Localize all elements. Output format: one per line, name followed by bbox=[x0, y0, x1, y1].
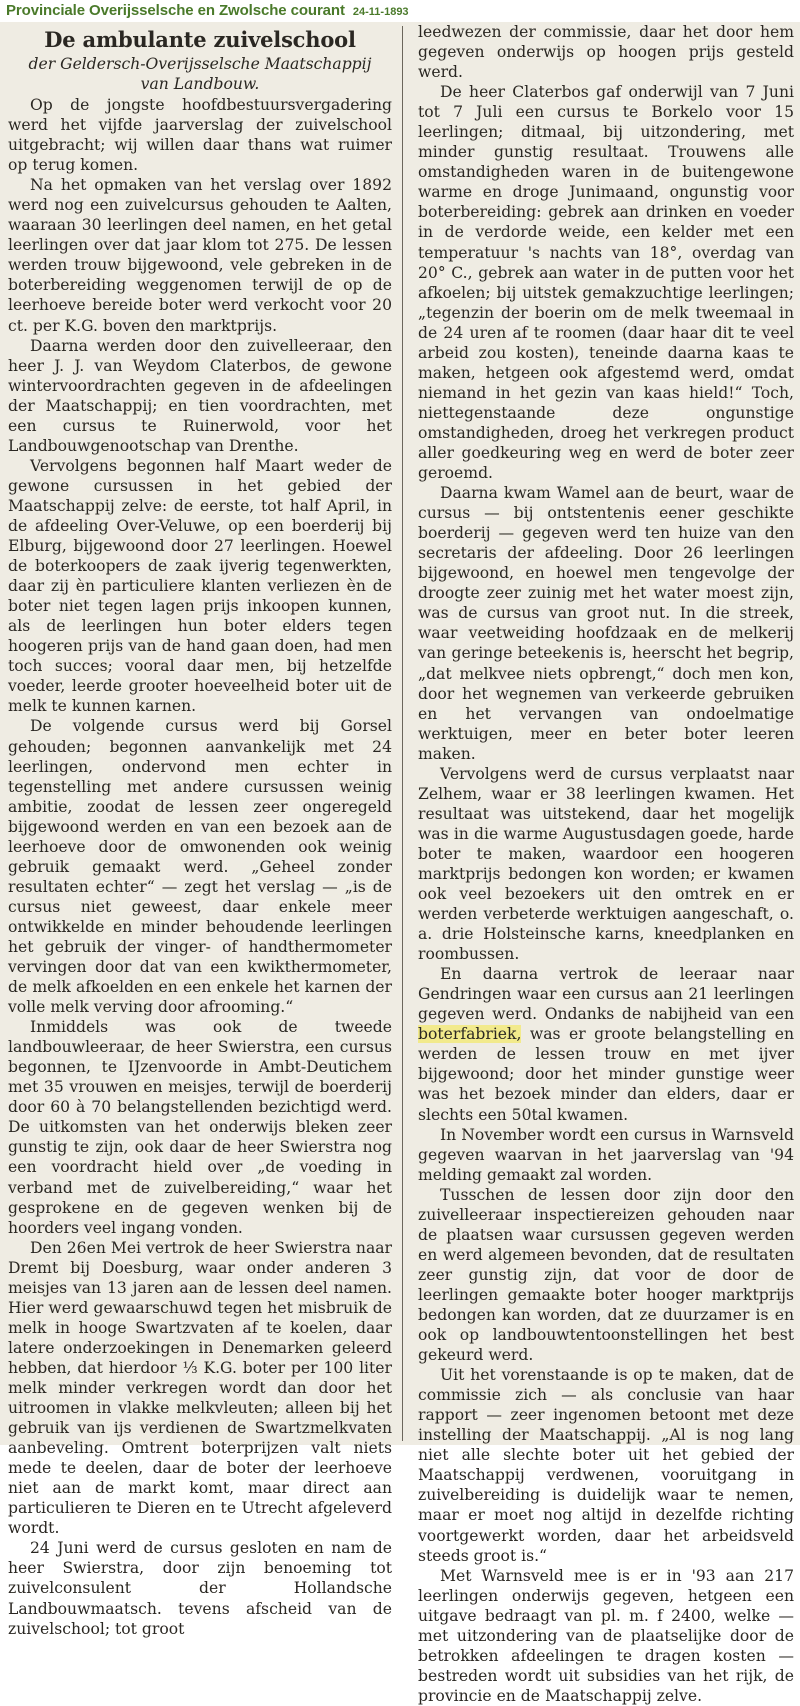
paragraph: 24 Juni werd de cursus gesloten en nam de heer Swierstra, door zijn benoeming tot zuivelconsulent der Hollandsche Landbouwmaatsch. tevens afscheid van de zuivelschool; tot groot bbox=[8, 1539, 392, 1638]
newspaper-clipping bbox=[0, 22, 800, 1705]
paragraph: Inmiddels was ook de tweede landbouwleeraar, de heer Swierstra, een cursus begonnen, te IJzenvoorde in Ambt-Deutichem met 35 vrouwen en meisjes, terwijl de boerderij door 60 à 70 belangstellenden bezichtigd werd. De uitkomsten van het onderwijs bleken zeer gunstig te zijn, ook daar de heer Swierstra nog een voordracht hield over „de voeding in verband met de zuivelbereiding,“ waar het gesprokene en de gegeven wenken bij de hoorders veel ingang vonden. bbox=[8, 1018, 392, 1237]
page-header bbox=[0, 0, 800, 22]
paragraph: Daarna kwam Wamel aan de beurt, waar de cursus — bij ontstentenis eener geschikte boerderij — gegeven werd ten huize van den secretaris der afdeeling. Door 26 leerlingen bijgewoond, en hoewel men tengevolge der droogte zeer zuinig met het water moest zijn, was de cursus van groot nut. In die streek, waar veetweiding hoofdzaak en de melkerij van geringe beteekenis is, heerscht het begrip, „dat melkvee niets opbrengt,“ doch men kon, door het wegnemen van verkeerde gebruiken en het vervangen van ondoelmatige werktuigen, meer en beter boter leeren maken. bbox=[418, 484, 794, 763]
paragraph: Op de jongste hoofdbestuursvergadering werd het vijfde jaarverslag der zuivelschool uitgebracht; wij willen daar thans wat ruimer op terug komen. bbox=[8, 96, 392, 175]
right-column bbox=[410, 22, 798, 1705]
paragraph bbox=[418, 964, 794, 1124]
paragraph-continuation: leedwezen der commissie, daar het door hem gegeven onderwijs op hoogen prijs gesteld werd. bbox=[418, 23, 794, 82]
newspaper-name: Provinciale Overijsselsche en Zwolsche courant bbox=[6, 2, 345, 19]
paragraph: Den 26en Mei vertrok de heer Swierstra naar Dremt bij Doesburg, waar onder anderen 3 meisjes van 13 jaren aan de lessen deel namen. Hier werd gewaarschuwd tegen het misbruik de melk in hooge Swartzvaten af te koelen, daar latere onderzoekingen in Denemarken geleerd hebben, dat hierdoor ⅓ K.G. boter per 100 liter melk minder verkregen wordt dan door het uitroomen in vlakke melkvleuten; alleen bij het gebruik van ijs verdienen de Swartzmelkvaten aanbeveling. Omtrent boterprijzen valt niets mede te deelen, daar de boter der leerhoeve niet aan de markt komt, maar direct aan particulieren te Dieren en te Utrecht afgeleverd wordt. bbox=[8, 1238, 392, 1538]
highlighted-term: boterfabriek, bbox=[418, 1025, 522, 1044]
paragraph: Tusschen de lessen door zijn door den zuivelleeraar inspectiereizen gehouden naar de plaatsen waar cursussen gegeven werden en werd algemeen bevonden, dat de resultaten zeer gunstig zijn, dat voor de door de leerlingen gemaakte boter hooger marktprijs bedongen kan worden, dat ze duurzamer is en ook op landbouwtentoonstellingen het best gekeurd werd. bbox=[418, 1185, 794, 1365]
paragraph: Vervolgens begonnen half Maart weder de gewone cursussen in het gebied der Maatschappij zelve: de eerste, tot half April, in de afdeeling Over-Veluwe, op een boerderij bij Elburg, bijgewoond door 27 leerlingen. Hoewel de boterkoopers de zaak ijverig tegenwerkten, daar zij èn particuliere klanten verliezen èn de boter niet tegen lagen prijs inkoopen kunnen, als de leerlingen hun boter elders tegen hoogeren prijs van de hand gaan doen, had men toch succes; vooral daar men, bij hetzelfde voeder, leerde grooter hoeveelheid boter uit de melk te kunnen karnen. bbox=[8, 456, 392, 716]
paragraph: Daarna werden door den zuivelleeraar, den heer J. J. van Weydom Claterbos, de gewone wintervoordrachten gegeven in de afdeelingen der Maatschappij; en tien voordrachten, met een cursus te Ruinerwold, voor het Landbouwgenootschap van Drenthe. bbox=[8, 336, 392, 455]
paragraph: Met Warnsveld mee is er in '93 aan 217 leerlingen onderwijs gegeven, hetgeen een uitgave bedraagt van pl. m. f 2400, welke — met uitzondering van de plaatselijke door de betrokken afdeelingen te dragen kosten — bestreden wordt uit subsidies van het rijk, de provincie en de Maatschappij zelve. bbox=[418, 1566, 794, 1705]
paragraph: Na het opmaken van het verslag over 1892 werd nog een zuivelcursus gehouden te Aalten, waaraan 30 leerlingen deel namen, en het getal leerlingen over dat jaar klom tot 275. De lessen werden trouw bijgewoond, vele gebreken in de boterbereiding weggenomen terwijl de op de leerhoeve bereide boter werd verkocht voor 20 ct. per K.G. boven den marktprijs. bbox=[8, 176, 392, 335]
article-title: De ambulante zuivelschool bbox=[44, 27, 356, 52]
article-subtitle: der Geldersch-Overijsselsche Maatschappij van Landbouw. bbox=[28, 55, 372, 93]
paragraph: In November wordt een cursus in Warnsveld gegeven waarvan in het jaarverslag van '94 melding gemaakt zal worden. bbox=[418, 1125, 794, 1184]
paragraph: Vervolgens werd de cursus verplaatst naar Zelhem, waar er 38 leerlingen kwamen. Het resultaat was uitstekend, daar het mogelijk was in die warme Augustusdagen goede, harde boter te maken, waardoor een hoogeren marktprijs bedongen kon worden; er kwamen ook veel bezoekers uit den omtrek en er werden verbeterde werktuigen aangeschaft, o. a. drie Holsteinsche karns, kneedplanken en roombussen. bbox=[418, 764, 794, 964]
paragraph-text: En daarna vertrok de leeraar naar Gendringen waar een cursus aan 21 leerlingen gegeven werd. Ondanks de nabijheid van een bbox=[418, 965, 794, 1024]
paragraph: De heer Claterbos gaf onderwijl van 7 Juni tot 7 Juli een cursus te Borkelo voor 15 leerlingen; ditmaal, bij uitzondering, met minder gunstig resultaat. Trouwens alle omstandigheden waren in de buitengewone warme en droge Junimaand, ongunstig voor boterbereiding: gebrek aan drinken en voeder in de verdorde weide, een kelder met een temperatuur 's nachts van 18°, overdag van 20° C., gebrek aan water in de putten voor het afkoelen; bij uitstek gemakzuchtige leerlingen; „tegenzin der boerin om de melk tweemaal in de 24 uren af te roomen (daar haar dit te veel arbeid zou kosten), teneinde daarna kaas te maken, hetgeen ook afgestemd werd, omdat niemand in het gezin van kaas hield!“ Toch, niettegenstaande deze ongunstige omstandigheden, droeg het verkregen product aller goedkeuring weg en werd de boter zeer geroemd. bbox=[418, 83, 794, 483]
paragraph: De volgende cursus werd bij Gorsel gehouden; begonnen aanvankelijk met 24 leerlingen, ondervond men echter in tegenstelling met andere cursussen weinig ambitie, zoodat de lessen zeer ongeregeld bijgewoond werden en van een bezoek aan de leerhoeve door de omwonenden ook weinig gebruik gemaakt werd. „Geheel zonder resultaten echter“ — zegt het verslag — „is de cursus niet geweest, daar enkele meer ontwikkelde en minder behoudende leerlingen het gebruik der vinger- of handthermometer vervingen door dat van een kwikthermometer, de melk afkoelden en een enkele het karnen der volle melk verving door afrooming.“ bbox=[8, 717, 392, 1017]
left-column bbox=[4, 22, 396, 1638]
paragraph: Uit het vorenstaande is op te maken, dat de commissie zich — als conclusie van haar rapport — zeer ingenomen betoont met deze instelling der Maatschappij. „Al is nog lang niet alle slechte boter uit het gebied der Maatschappij verdwenen, vooruitgang in zuivelbereiding is duidelijk waar te nemen, maar er moet nog altijd in dezelfde richting voortgewerkt worden, daar het arbeidsveld steeds groot is.“ bbox=[418, 1366, 794, 1565]
column-divider bbox=[402, 26, 403, 1441]
publication-date: 24-11-1893 bbox=[352, 6, 409, 18]
paragraph-text: was er groote belangstelling en werden de lessen trouw en met ijver bijgewoond; door het minder gunstige weer was het bezoek minder dan elders, daar er slechts een 50tal kwamen. bbox=[418, 1025, 794, 1124]
